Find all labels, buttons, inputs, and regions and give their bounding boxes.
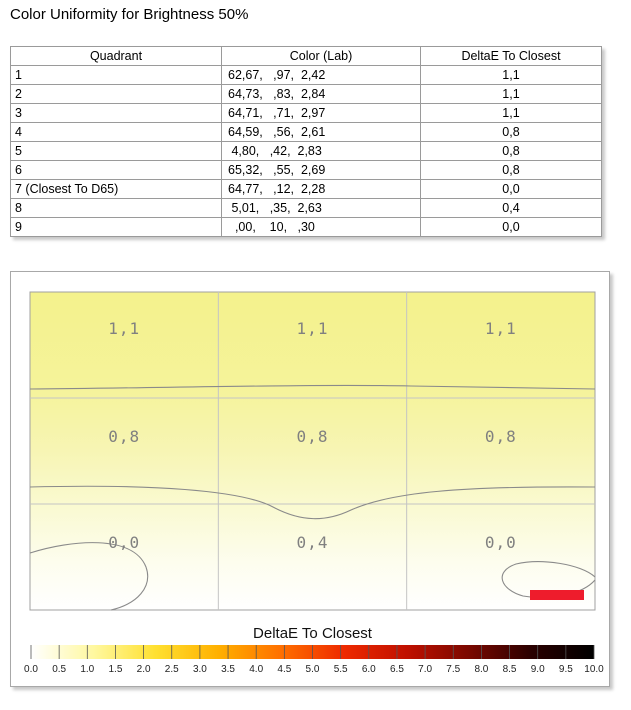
quadrant-cell: 2 xyxy=(11,85,222,104)
colorbar-tick-label: 10.0 xyxy=(584,664,604,675)
cell-value-label: 0,8 xyxy=(108,427,141,446)
table-row xyxy=(11,161,602,180)
deltae-cell: 0,8 xyxy=(421,142,602,161)
colorbar-tick-label: 4.0 xyxy=(249,664,264,675)
colorbar-tick-label: 5.5 xyxy=(333,664,348,675)
page-title: Color Uniformity for Brightness 50% xyxy=(10,6,249,23)
colorbar-tick-label: 0.0 xyxy=(24,664,38,675)
cell-value-label: 0,4 xyxy=(296,533,329,552)
color-lab-cell: 64,77, ,12, 2,28 xyxy=(222,180,421,199)
color-lab-cell: ,00, 10, ,30 xyxy=(222,218,421,237)
table-header-row xyxy=(11,47,602,66)
deltae-cell: 0,0 xyxy=(421,180,602,199)
cell-value-label: 1,1 xyxy=(484,319,517,338)
color-lab-cell: 62,67, ,97, 2,42 xyxy=(222,66,421,85)
color-table-container xyxy=(10,46,602,237)
color-lab-cell: 65,32, ,55, 2,69 xyxy=(222,161,421,180)
colorbar-tick-label: 3.5 xyxy=(221,664,236,675)
quadrant-cell: 5 xyxy=(11,142,222,161)
quadrant-cell: 3 xyxy=(11,104,222,123)
deltae-cell: 1,1 xyxy=(421,104,602,123)
table-row xyxy=(11,180,602,199)
colorbar-tick-label: 6.5 xyxy=(389,664,404,675)
quadrant-cell: 1 xyxy=(11,66,222,85)
table-row xyxy=(11,85,602,104)
cell-value-label: 0,8 xyxy=(484,427,517,446)
color-lab-cell: 64,73, ,83, 2,84 xyxy=(222,85,421,104)
colorbar-tick-label: 3.0 xyxy=(192,664,207,675)
quadrant-cell: 6 xyxy=(11,161,222,180)
quadrant-cell: 8 xyxy=(11,199,222,218)
cell-value-label: 1,1 xyxy=(296,319,329,338)
colorbar-tick-label: 2.5 xyxy=(164,664,179,675)
deltae-cell: 0,8 xyxy=(421,123,602,142)
table-row xyxy=(11,218,602,237)
deltae-cell: 0,8 xyxy=(421,161,602,180)
colorbar-title: DeltaE To Closest xyxy=(253,625,372,642)
colorbar-tick-label: 8.0 xyxy=(474,664,489,675)
cell-value-label: 0,0 xyxy=(484,533,517,552)
cell-value-label: 0,8 xyxy=(296,427,329,446)
cell-value-label: 0,0 xyxy=(108,533,141,552)
heatmap-background xyxy=(30,292,595,610)
table-row xyxy=(11,104,602,123)
colorbar-tick-label: 0.5 xyxy=(52,664,67,675)
deltae-cell: 0,0 xyxy=(421,218,602,237)
quadrant-cell: 4 xyxy=(11,123,222,142)
table-row xyxy=(11,66,602,85)
colorbar-tick-label: 8.5 xyxy=(502,664,517,675)
uniformity-chart-svg xyxy=(11,272,609,686)
deltae-cell: 0,4 xyxy=(421,199,602,218)
color-lab-cell: 64,71, ,71, 2,97 xyxy=(222,104,421,123)
header-deltae: DeltaE To Closest xyxy=(421,47,602,66)
color-lab-cell: 64,59, ,56, 2,61 xyxy=(222,123,421,142)
colorbar-tick-label: 5.0 xyxy=(305,664,320,675)
table-row xyxy=(11,142,602,161)
header-quadrant: Quadrant xyxy=(11,47,222,66)
deltae-cell: 1,1 xyxy=(421,66,602,85)
table-row xyxy=(11,123,602,142)
colorbar-tick-label: 1.0 xyxy=(80,664,95,675)
colorbar-tick-label: 7.0 xyxy=(418,664,433,675)
deltae-cell: 1,1 xyxy=(421,85,602,104)
table-row xyxy=(11,199,602,218)
color-lab-cell: 4,80, ,42, 2,83 xyxy=(222,142,421,161)
quadrant-cell: 7 (Closest To D65) xyxy=(11,180,222,199)
cell-value-label: 1,1 xyxy=(108,319,141,338)
uniformity-chart xyxy=(10,271,610,687)
colorbar-tick-label: 7.5 xyxy=(446,664,461,675)
colorbar-tick-label: 9.5 xyxy=(558,664,573,675)
colorbar-tick-label: 2.0 xyxy=(136,664,151,675)
colorbar-tick-label: 6.0 xyxy=(361,664,376,675)
colorbar-tick-label: 1.5 xyxy=(108,664,123,675)
colorbar-tick-label: 4.5 xyxy=(277,664,292,675)
color-table xyxy=(10,46,602,237)
quadrant-cell: 9 xyxy=(11,218,222,237)
highlight-bar xyxy=(530,590,584,600)
header-color-lab: Color (Lab) xyxy=(222,47,421,66)
color-lab-cell: 5,01, ,35, 2,63 xyxy=(222,199,421,218)
colorbar-tick-label: 9.0 xyxy=(530,664,545,675)
